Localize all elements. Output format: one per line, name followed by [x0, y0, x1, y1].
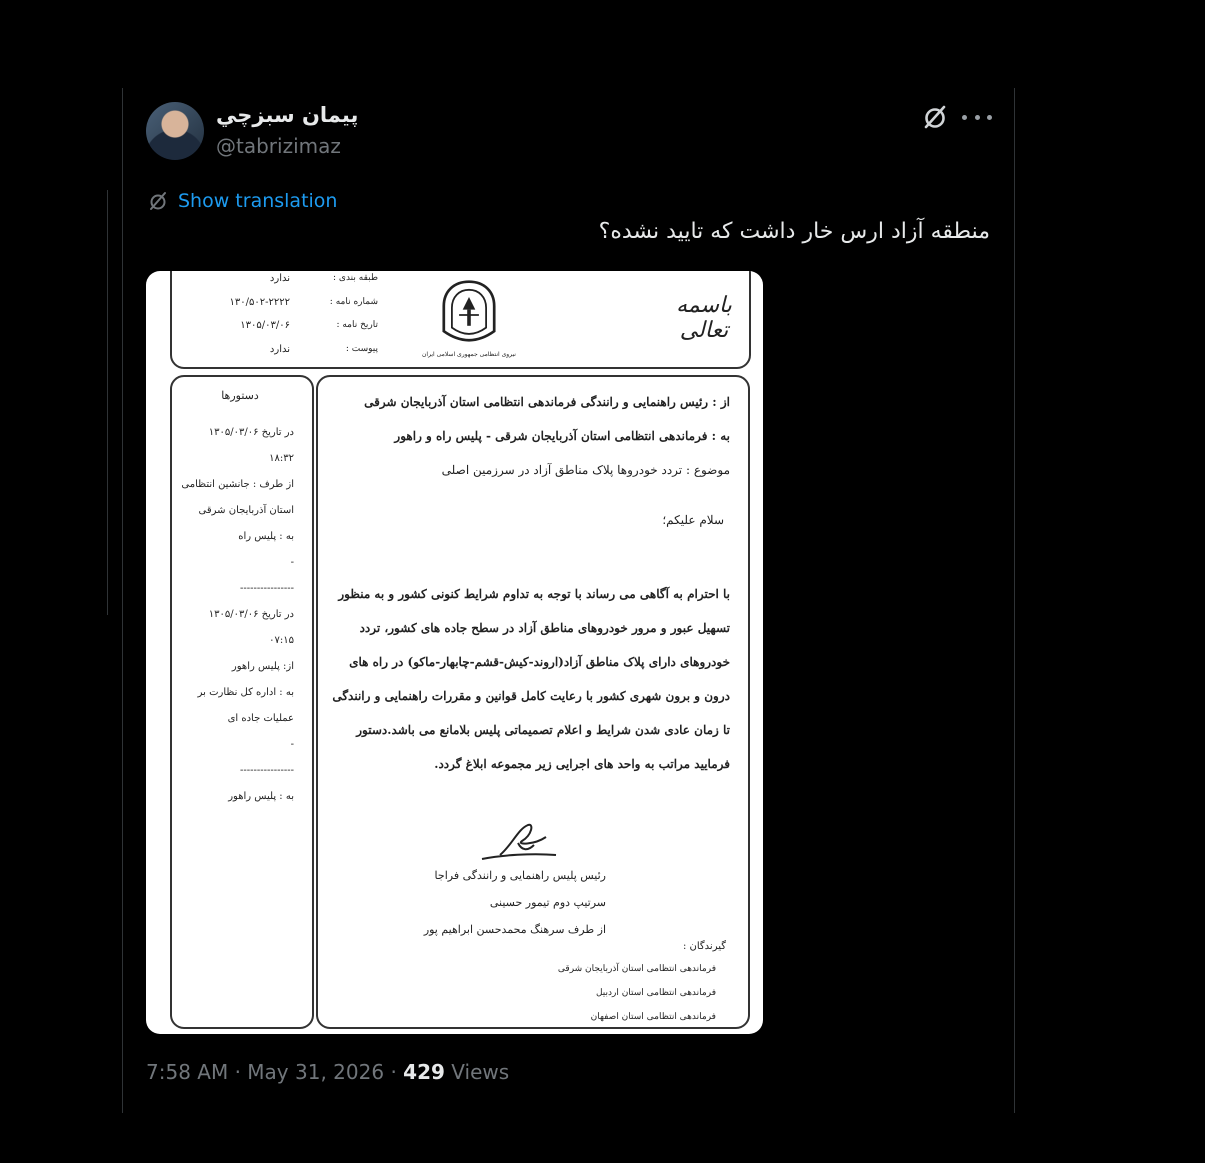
side-title: دستورها [221, 389, 259, 402]
meta-label: تاریخ نامه : [336, 320, 378, 330]
letter-to: به : فرماندهی انتظامی استان آذربایجان شرقی - پلیس راه و راهور [394, 429, 730, 443]
side-line: - [290, 557, 294, 568]
views-count: 429 [403, 1060, 445, 1084]
recipients-title: گیرندگان : [682, 941, 726, 952]
display-name[interactable]: پیمان سبزچي [216, 103, 359, 127]
side-line: از طرف : جانشین انتظامی [181, 479, 294, 490]
meta-label: شماره نامه : [329, 296, 378, 307]
side-line: به : اداره کل نظارت بر [197, 687, 294, 698]
side-line: به : پلیس راه [238, 531, 294, 542]
side-line: ۱۸:۳۲ [269, 453, 294, 464]
more-dots-icon[interactable] [962, 104, 992, 130]
meta-label: پیوست : [345, 343, 378, 354]
tweet-meta [146, 1060, 509, 1084]
thread-line [107, 190, 108, 615]
recipient-line: فرماندهی انتظامی استان اردبیل [595, 988, 716, 998]
document-emblem: باسمه تعالی [676, 293, 732, 343]
letter-greeting: سلام علیکم؛ [662, 513, 724, 527]
signature-line: رئیس پلیس راهنمایی و رانندگی فراجا [434, 869, 606, 882]
recipient-line: فرماندهی انتظامی استان آذربایجان شرقی [557, 964, 716, 974]
body-line: با احترام به آگاهی می رساند با توجه به تداوم شرایط کنونی کشور و به منظور [338, 587, 730, 601]
letter-subject: موضوع : تردد خودروها پلاک مناطق آزاد در سرزمین اصلی [441, 463, 730, 477]
avatar[interactable] [146, 102, 204, 160]
tweet-text: منطقه آزاد ارس خار داشت که تایید نشده؟ [598, 219, 990, 244]
body-line: درون و برون شهری کشور با رعایت کامل قوانین و مقررات راهنمایی و رانندگی [332, 689, 730, 703]
document-side-box [170, 375, 314, 1029]
show-translation-button[interactable] [148, 188, 337, 214]
tweet-image[interactable] [146, 271, 763, 1034]
side-line: به : پلیس راهور [228, 791, 294, 802]
body-line: فرمایید مراتب به واحد های اجرایی زیر مجموعه ابلاغ گردد. [434, 757, 730, 771]
timeline-border-right [1014, 88, 1015, 1113]
show-translation-label: Show translation [178, 190, 338, 212]
side-line: ۰۷:۱۵ [269, 635, 294, 646]
signature-line: از طرف سرهنگ محمدحسن ابراهیم پور [423, 923, 606, 936]
meta-value: ندارد [269, 273, 290, 284]
user-handle[interactable]: @tabrizimaz [216, 134, 341, 158]
meta-separator: · [390, 1060, 397, 1084]
side-line: استان آذربایجان شرقی [198, 505, 294, 516]
tweet-date[interactable]: May 31, 2026 [247, 1060, 385, 1084]
signature-line: سرتیپ دوم تیمور حسینی [489, 896, 606, 909]
letter-from: از : رئیس راهنمایی و رانندگی فرماندهی انتظامی استان آذربایجان شرقی [364, 395, 730, 409]
body-line: تسهیل عبور و مرور خودروهای مناطق آزاد در سطح جاده های کشور، تردد [359, 621, 730, 635]
timeline-border-left [122, 88, 123, 1113]
views-label: Views [451, 1060, 510, 1084]
meta-label: طبقه بندی : [333, 273, 378, 283]
grok-icon [148, 191, 168, 211]
police-caption: نیروی انتظامی جمهوری اسلامی ایران [422, 351, 516, 358]
body-line: خودروهای دارای پلاک مناطق آزاد(اروند-کیش-قشم-چابهار-ماکو) در راه های [349, 655, 730, 669]
police-emblem-icon [434, 279, 504, 351]
side-line: از: پلیس راهور [231, 661, 294, 672]
side-line: - [290, 739, 294, 750]
side-line: در تاریخ ۱۳۰۵/۰۳/۰۶ [208, 427, 294, 438]
side-line: ---------------- [239, 765, 294, 776]
meta-separator: · [234, 1060, 241, 1084]
body-line: تا زمان عادی شدن شرایط و اعلام تصمیماتی پلیس بلامانع می باشد.دستور [356, 723, 730, 737]
side-line: در تاریخ ۱۳۰۵/۰۳/۰۶ [208, 609, 294, 620]
side-line: ---------------- [239, 583, 294, 594]
meta-value: ندارد [269, 343, 290, 355]
signature-icon [472, 815, 562, 865]
side-line: عملیات جاده ای [227, 713, 294, 724]
meta-value: ۱۳۰۵/۰۳/۰۶ [240, 320, 290, 331]
meta-value: ۱۳۰/۵۰۲-۲۲۲۲ [229, 296, 290, 308]
grok-icon[interactable] [922, 104, 948, 130]
tweet-time[interactable]: 7:58 AM [146, 1060, 229, 1084]
recipient-line: فرماندهی انتظامی استان اصفهان [590, 1012, 716, 1022]
